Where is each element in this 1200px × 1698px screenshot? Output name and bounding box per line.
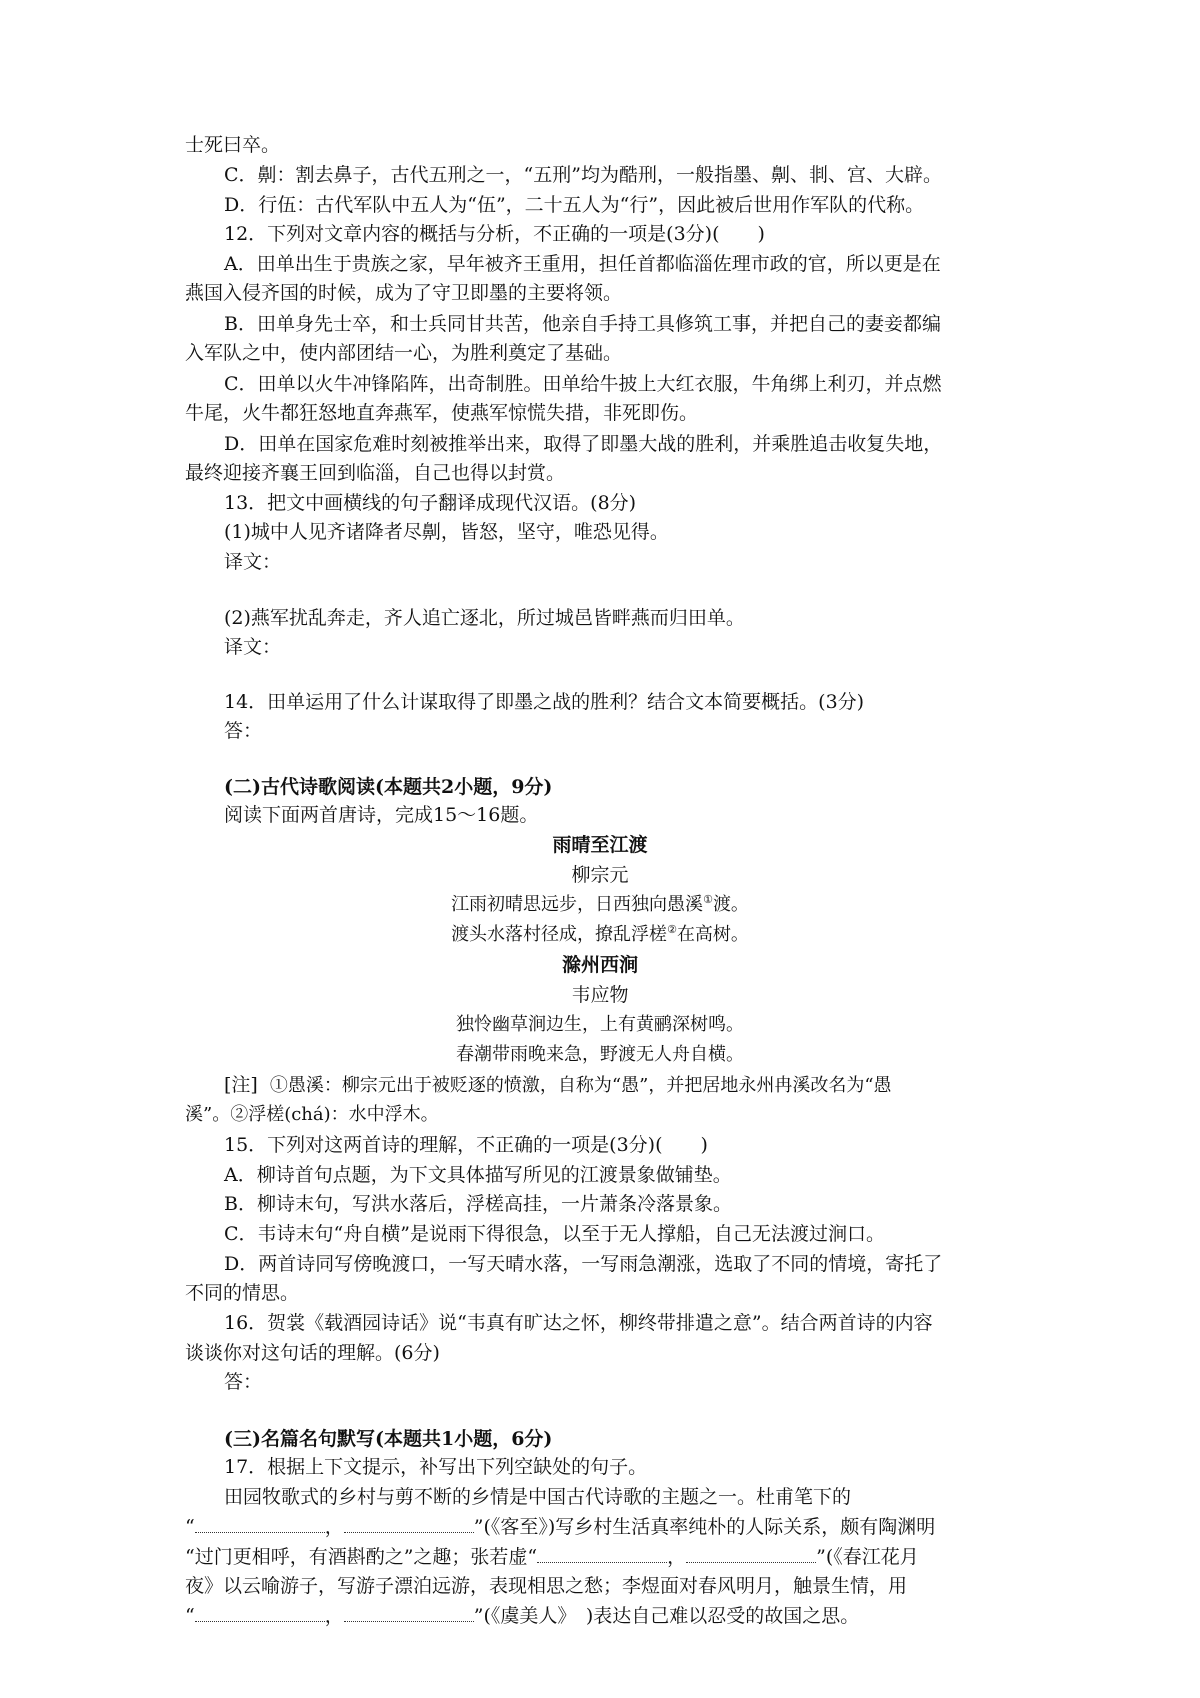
q17-paragraph-line2 <box>185 1512 935 1542</box>
open-quote: “ <box>185 1516 195 1538</box>
q17-paragraph-line4: 夜》以云喻游子，写游子漂泊远游，表现相思之愁；李煜面对春风明月，触景生情，用 <box>185 1575 908 1597</box>
fill-blank-5[interactable] <box>195 1603 325 1622</box>
q13-stem: 13．把文中画横线的句子翻译成现代汉语。(8分) <box>224 492 637 514</box>
fill-blank-2[interactable] <box>344 1514 474 1533</box>
q12-option-b-line2: 入军队之中，使内部团结一心，为胜利奠定了基础。 <box>185 342 623 364</box>
q11-option-c: C．劓：割去鼻子，古代五刑之一，“五刑”均为酷刑，一般指墨、劓、剕、宫、大辟。 <box>224 164 942 186</box>
q12-option-d-line2: 最终迎接齐襄王回到临淄，自己也得以封赏。 <box>185 462 566 484</box>
fill-blank-3[interactable] <box>537 1544 667 1563</box>
q12-option-c-line2: 牛尾，火牛都狂怒地直奔燕军，使燕军惊慌失措，非死即伤。 <box>185 402 699 424</box>
q13-sentence-1: (1)城中人见齐诸降者尽劓，皆怒，坚守，唯恐见得。 <box>224 521 669 543</box>
q17-line5-rest: ”(《虞美人》 )表达自己难以忍受的故国之思。 <box>473 1605 860 1627</box>
poem-notes-line1 <box>224 1070 892 1101</box>
comma: ， <box>324 1516 344 1538</box>
comma: ， <box>324 1605 344 1627</box>
open-quote: “ <box>185 1605 195 1627</box>
q13-translation-2-label: 译文： <box>224 636 282 658</box>
poem2-author: 韦应物 <box>571 984 629 1006</box>
footnote-marker-1: ① <box>703 893 713 906</box>
q15-option-c: C．韦诗末句“舟自横”是说雨下得很急，以至于无人撑船，自己无法渡过涧口。 <box>224 1223 885 1245</box>
poem-notes-line2: 溪”。②浮槎(chá)：水中浮木。 <box>185 1104 439 1125</box>
footnote-marker-2: ② <box>667 923 677 936</box>
q17-line2-rest: ”(《客至》)写乡村生活真率纯朴的人际关系，颇有陶渊明 <box>473 1516 936 1538</box>
q14-stem: 14．田单运用了什么计谋取得了即墨之战的胜利？结合文本简要概括。(3分) <box>224 691 865 713</box>
fill-blank-1[interactable] <box>195 1514 325 1533</box>
q15-option-a: A．柳诗首句点题，为下文具体描写所见的江渡景象做铺垫。 <box>224 1164 732 1186</box>
note-1-text: ①愚溪：柳宗元出于被贬逐的愤激，自称为“愚”，并把居地永州冉溪改名为“愚 <box>269 1075 892 1096</box>
poem1-line2 <box>0 920 1200 950</box>
q12-stem: 12．下列对文章内容的概括与分析，不正确的一项是(3分)( ) <box>224 223 765 245</box>
q17-paragraph-line1: 田园牧歌式的乡村与剪不断的乡情是中国古代诗歌的主题之一。杜甫笔下的 <box>224 1486 852 1508</box>
poem1-line1-text-b: 渡。 <box>712 894 749 915</box>
section2-heading: (二)古代诗歌阅读(本题共2小题，9分) <box>224 776 553 798</box>
q15-option-d-line2: 不同的情思。 <box>185 1282 300 1304</box>
q13-translation-1-label: 译文： <box>224 551 282 573</box>
poem1-line2-text-b: 在高树。 <box>676 924 749 945</box>
poem1-author: 柳宗元 <box>571 864 629 886</box>
q15-option-d-line1: D．两首诗同写傍晚渡口，一写天晴水落，一写雨急潮涨，选取了不同的情境，寄托了 <box>224 1253 943 1275</box>
q11-option-d: D．行伍：古代军队中五人为“伍”，二十五人为“行”，因此被后世用作军队的代称。 <box>224 194 925 216</box>
fill-blank-4[interactable] <box>686 1544 816 1563</box>
poem2-line1: 独怜幽草涧边生，上有黄鹂深树鸣。 <box>456 1014 744 1035</box>
poem2-line2: 春潮带雨晚来急，野渡无人舟自横。 <box>456 1044 744 1065</box>
poem2-title: 滁州西涧 <box>561 954 638 976</box>
poem1-line1 <box>0 890 1200 920</box>
notes-label: [注] <box>224 1074 258 1096</box>
q13-sentence-2: (2)燕军扰乱奔走，齐人追亡逐北，所过城邑皆畔燕而归田单。 <box>224 607 745 629</box>
section3-heading: (三)名篇名句默写(本题共1小题，6分) <box>224 1428 553 1450</box>
q16-stem-line1: 16．贺裳《载酒园诗话》说“韦真有旷达之怀，柳终带排遣之意”。结合两首诗的内容 <box>224 1312 933 1334</box>
q17-stem: 17．根据上下文提示，补写出下列空缺处的句子。 <box>224 1456 648 1478</box>
q12-option-a-line2: 燕国入侵齐国的时候，成为了守卫即墨的主要将领。 <box>185 282 623 304</box>
q12-option-a-line1: A．田单出生于贵族之家，早年被齐王重用，担任首都临淄佐理市政的官，所以更是在 <box>224 253 941 275</box>
q11-tail: 士死曰卒。 <box>185 134 281 156</box>
comma: ， <box>667 1546 687 1568</box>
q16-stem-line2: 谈谈你对这句话的理解。(6分) <box>185 1342 440 1364</box>
q15-option-b: B．柳诗末句，写洪水落后，浮槎高挂，一片萧条冷落景象。 <box>224 1193 732 1215</box>
fill-blank-6[interactable] <box>344 1603 474 1622</box>
poem1-line1-text-a: 江雨初晴思远步，日西独向愚溪 <box>451 894 704 915</box>
poem1-title: 雨晴至江渡 <box>552 834 648 856</box>
q12-option-c-line1: C．田单以火牛冲锋陷阵，出奇制胜。田单给牛披上大红衣服，牛角绑上利刃，并点燃 <box>224 373 942 395</box>
q15-stem: 15．下列对这两首诗的理解，不正确的一项是(3分)( ) <box>224 1134 708 1156</box>
q17-paragraph-line3 <box>185 1542 919 1572</box>
section2-intro: 阅读下面两首唐诗，完成15～16题。 <box>224 804 539 826</box>
q17-paragraph-line5 <box>185 1601 859 1631</box>
q12-option-b-line1: B．田单身先士卒，和士兵同甘共苦，他亲自手持工具修筑工事，并把自己的妻妾都编 <box>224 313 941 335</box>
q14-answer-label: 答： <box>224 720 263 742</box>
q17-line3-rest: ”(《春江花月 <box>816 1546 919 1568</box>
q16-answer-label: 答： <box>224 1371 263 1393</box>
q12-option-d-line1: D．田单在国家危难时刻被推举出来，取得了即墨大战的胜利，并乘胜追击收复失地， <box>224 433 943 455</box>
q17-line3-text: “过门更相呼，有酒斟酌之”之趣；张若虚“ <box>185 1546 538 1568</box>
poem1-line2-text-a: 渡头水落村径成，撩乱浮槎 <box>451 924 668 945</box>
